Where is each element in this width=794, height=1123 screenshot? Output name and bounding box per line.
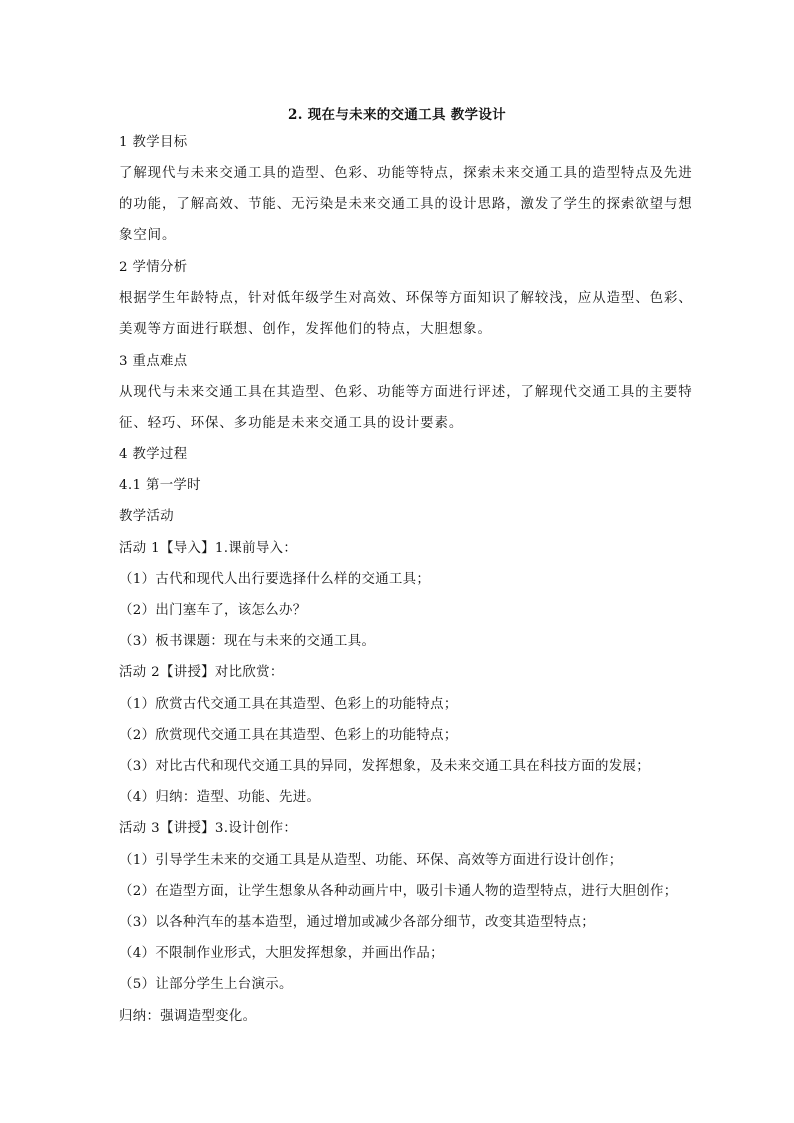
difficulty-heading: 3 重点难点 [119,354,188,369]
activity3-item-4: （4）不限制作业形式，大胆发挥想象，并画出作品； [119,946,444,961]
objectives-line-3: 象空间。 [119,228,177,243]
activity1-item-2: （2）出门塞车了，该怎么办？ [119,603,307,618]
analysis-line-2: 美观等方面进行联想、创作，发挥他们的特点，大胆想象。 [119,322,492,337]
analysis-line-1: 根据学生年龄特点，针对低年级学生对高效、环保等方面知识了解较浅，应从造型、色彩、 [119,291,693,306]
activity2-item-3: （3）对比古代和现代交通工具的异同，发挥想象，及未来交通工具在科技方面的发展； [119,759,651,774]
objectives-heading: 1 教学目标 [119,135,188,150]
objectives-line-2: 的功能，了解高效、节能、无污染是未来交通工具的设计思路，激发了学生的探索欲望与想 [119,197,693,212]
difficulty-line-1: 从现代与未来交通工具在其造型、色彩、功能等方面进行评述，了解现代交通工具的主要特 [119,385,693,400]
activity3-item-1: （1）引导学生未来的交通工具是从造型、功能、环保、高效等方面进行设计创作； [119,853,623,868]
activity1-item-3: （3）板书课题：现在与未来的交通工具。 [119,634,376,649]
activity2-title: 活动 2【讲授】对比欣赏： [119,665,284,680]
document-title: 2. 现在与未来的交通工具 教学设计 [288,107,506,123]
analysis-heading: 2 学情分析 [119,260,188,275]
activity2-item-2: （2）欣赏现代交通工具在其造型、色彩上的功能特点； [119,728,458,743]
activity2-item-1: （1）欣赏古代交通工具在其造型、色彩上的功能特点； [119,697,458,712]
lesson-heading: 4.1 第一学时 [119,478,201,493]
activity3-title: 活动 3【讲授】3.设计创作： [119,821,298,836]
activities-heading: 教学活动 [119,509,174,524]
activity1-title: 活动 1【导入】1.课前导入： [119,541,298,556]
activity3-item-2: （2）在造型方面，让学生想象从各种动画片中，吸引卡通人物的造型特点，进行大胆创作； [119,884,678,899]
activity1-item-1: （1）古代和现代人出行要选择什么样的交通工具； [119,572,431,587]
difficulty-line-2: 征、轻巧、环保、多功能是未来交通工具的设计要素。 [119,416,464,431]
summary-line: 归纳：强调造型变化。 [119,1009,257,1024]
activity3-item-5: （5）让部分学生上台演示。 [119,977,293,992]
activity3-item-3: （3）以各种汽车的基本造型，通过增加或减少各部分细节，改变其造型特点； [119,915,596,930]
activity2-item-4: （4）归纳：造型、功能、先进。 [119,790,321,805]
objectives-line-1: 了解现代与未来交通工具的造型、色彩、功能等特点，探索未来交通工具的造型特点及先进 [119,166,693,181]
process-heading: 4 教学过程 [119,447,188,462]
